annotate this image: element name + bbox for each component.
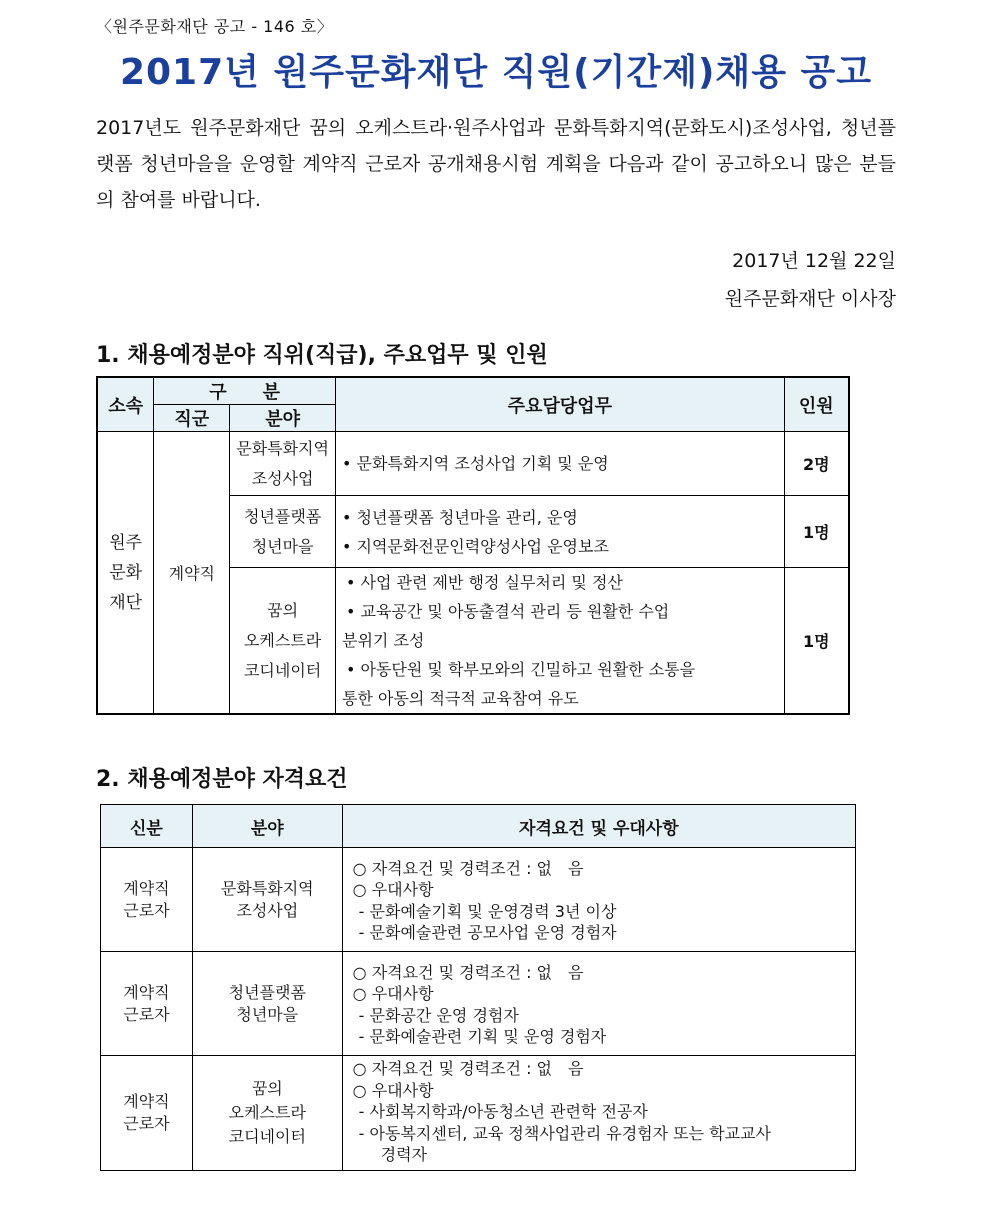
qualification-line: - 문화공간 운영 경험자 xyxy=(358,1005,519,1025)
qualification-line: ○ 우대사항 xyxy=(352,1080,434,1100)
positions-table xyxy=(96,376,850,715)
qualifications-table xyxy=(100,804,856,1171)
affiliation-cell: 원주 문화 재단 xyxy=(97,432,154,715)
status-cell: 계약직 근로자 xyxy=(101,1056,193,1171)
notice-number: 〈원주문화재단 공고 - 146 호〉 xyxy=(96,17,334,36)
personnel-count: 2명 xyxy=(784,432,849,496)
qualification-line: ○ 자격요건 및 경력조건 : 없 음 xyxy=(352,962,584,982)
header-personnel: 인원 xyxy=(784,377,849,432)
qualification-line: - 문화예술관련 공모사업 운영 경험자 xyxy=(358,923,617,942)
field-cell: 청년플랫폼 청년마을 xyxy=(230,496,336,568)
qualification-line: - 문화예술관련 기획 및 운영 경험자 xyxy=(358,1027,607,1046)
field-cell: 꿈의 오케스트라 코디네이터 xyxy=(230,568,336,715)
qualification-cell xyxy=(342,952,855,1056)
qualification-cell xyxy=(342,848,855,952)
qualification-line: - 사회복지학과/아동청소년 관련학 전공자 xyxy=(358,1102,648,1121)
qualification-line: ○ 우대사항 xyxy=(352,984,434,1003)
header-rank: 직군 xyxy=(154,405,230,432)
duty-line: • 문화특화지역 조성사업 기획 및 운영 xyxy=(342,454,609,473)
personnel-count: 1명 xyxy=(784,496,849,568)
qualification-line: - 아동복지센터, 교육 정책사업관리 유경험자 또는 학교교사 xyxy=(358,1123,771,1143)
intro-paragraph: 2017년도 원주문화재단 꿈의 오케스트라·원주사업과 문화특화지역(문화도시)조성사업, 청년플랫폼 청년마을을 운영할 계약직 근로자 공개채용시험 계획을 다음과 같이 공고하오니 많은 분들의 참여를 바랍니다. xyxy=(96,117,896,211)
duty-line: • 아동단원 및 학부모와의 긴밀하고 원활한 소통을 xyxy=(346,660,696,679)
duty-line: • 청년플랫폼 청년마을 관리, 운영 xyxy=(342,507,578,527)
field-cell: 꿈의 오케스트라 코디네이터 xyxy=(192,1056,342,1171)
section2-heading: 2. 채용예정분야 자격요건 xyxy=(96,767,348,792)
qualification-line: ○ 우대사항 xyxy=(352,880,434,899)
status-cell: 계약직 근로자 xyxy=(101,848,193,952)
header-duties: 주요담당업무 xyxy=(336,377,785,432)
status-cell: 계약직 근로자 xyxy=(101,952,193,1056)
qualification-line: 경력자 xyxy=(380,1145,428,1164)
qualification-line: ○ 자격요건 및 경력조건 : 없 음 xyxy=(352,858,584,878)
qualification-cell xyxy=(342,1056,855,1171)
duties-cell xyxy=(336,432,785,496)
field-cell: 문화특화지역 조성사업 xyxy=(230,432,336,496)
qualification-line: ○ 자격요건 및 경력조건 : 없 음 xyxy=(352,1059,584,1078)
duty-line: • 지역문화전문인력양성사업 운영보조 xyxy=(342,536,609,556)
duty-line: 분위기 조성 xyxy=(342,631,425,650)
field-cell: 문화특화지역 조성사업 xyxy=(192,848,342,952)
header-field: 분야 xyxy=(230,405,336,432)
page-title: 2017년 원주문화재단 직원(기간제)채용 공고 xyxy=(119,52,873,93)
duty-line: • 교육공간 및 아동출결석 관리 등 원활한 수업 xyxy=(346,602,670,621)
header-status: 신분 xyxy=(101,805,193,848)
duty-line: 통한 아동의 적극적 교육참여 유도 xyxy=(342,689,579,708)
announcement-date: 2017년 12월 22일 xyxy=(732,250,896,272)
rank-cell: 계약직 xyxy=(154,432,230,715)
header-affiliation: 소속 xyxy=(97,377,154,432)
header-qualifications: 자격요건 및 우대사항 xyxy=(342,805,855,848)
field-cell: 청년플랫폼 청년마을 xyxy=(192,952,342,1056)
duties-cell xyxy=(336,496,785,568)
duty-line: • 사업 관련 제반 행정 실무처리 및 정산 xyxy=(346,573,623,592)
signer: 원주문화재단 이사장 xyxy=(724,288,896,310)
section1-heading: 1. 채용예정분야 직위(직급), 주요업무 및 인원 xyxy=(96,343,548,368)
personnel-count: 1명 xyxy=(784,568,849,715)
qualification-line: - 문화예술기획 및 운영경력 3년 이상 xyxy=(358,901,617,921)
header-division: 구 분 xyxy=(154,377,336,405)
duties-cell xyxy=(336,568,785,715)
header-field: 분야 xyxy=(192,805,342,848)
